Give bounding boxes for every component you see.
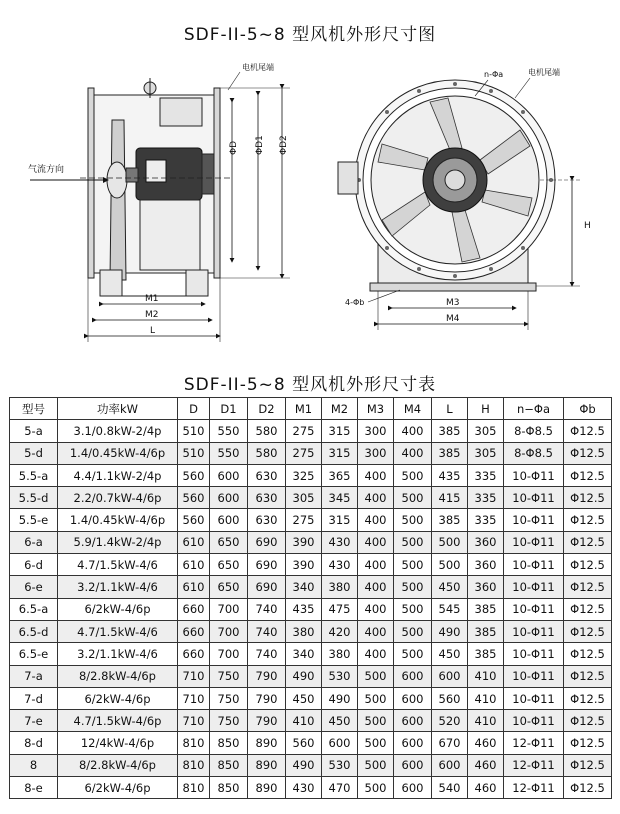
table-cell: 5.5-d	[10, 487, 58, 509]
table-cell: 6.5-a	[10, 598, 58, 620]
table-cell: 300	[358, 420, 394, 442]
table-cell: 510	[178, 442, 210, 464]
table-cell: 6-e	[10, 576, 58, 598]
table-cell: 490	[286, 665, 322, 687]
table-cell: 12-Φ11	[504, 732, 564, 754]
dim-H-label: H	[584, 221, 591, 231]
table-cell: 850	[210, 754, 248, 776]
table-title: SDF-II-5~8 型风机外形尺寸表	[183, 375, 437, 395]
table-cell: 660	[178, 598, 210, 620]
table-cell: 400	[358, 509, 394, 531]
dim-D-label: ΦD	[229, 140, 239, 155]
table-cell: 600	[394, 710, 432, 732]
column-header: M4	[394, 398, 432, 420]
table-cell: 700	[210, 620, 248, 642]
front-view	[338, 78, 580, 330]
table-row	[10, 509, 612, 531]
table-cell: 4.7/1.5kW-4/6p	[58, 710, 178, 732]
table-cell: 490	[322, 687, 358, 709]
table-cell: 650	[210, 554, 248, 576]
table-cell: 385	[468, 643, 504, 665]
table-cell: 8/2.8kW-4/6p	[58, 665, 178, 687]
table-cell: 450	[322, 710, 358, 732]
holes-a-label: n-Φa	[484, 70, 504, 79]
table-cell: 580	[248, 442, 286, 464]
table-cell: Φ12.5	[564, 576, 612, 598]
table-cell: 435	[286, 598, 322, 620]
table-cell: 400	[358, 576, 394, 598]
table-cell: 315	[322, 509, 358, 531]
table-cell: Φ12.5	[564, 442, 612, 464]
table-cell: 470	[322, 777, 358, 799]
table-cell: 460	[468, 754, 504, 776]
table-cell: 810	[178, 777, 210, 799]
table-cell: 500	[394, 509, 432, 531]
table-cell: 305	[468, 420, 504, 442]
table-cell: 1.4/0.45kW-4/6p	[58, 442, 178, 464]
table-cell: 400	[394, 442, 432, 464]
table-cell: 500	[394, 464, 432, 486]
table-cell: 3.1/0.8kW-2/4p	[58, 420, 178, 442]
table-cell: 500	[358, 732, 394, 754]
table-cell: 500	[394, 576, 432, 598]
table-cell: 340	[286, 643, 322, 665]
table-cell: 460	[468, 732, 504, 754]
table-cell: 335	[468, 487, 504, 509]
column-header: D	[178, 398, 210, 420]
table-cell: 700	[210, 598, 248, 620]
table-cell: Φ12.5	[564, 509, 612, 531]
table-cell: 415	[432, 487, 468, 509]
table-cell: 540	[432, 777, 468, 799]
table-cell: 430	[322, 554, 358, 576]
table-cell: 810	[178, 732, 210, 754]
table-cell: 8-Φ8.5	[504, 420, 564, 442]
table-cell: 500	[358, 754, 394, 776]
dimension-table	[9, 397, 612, 799]
table-cell: 600	[394, 777, 432, 799]
table-row	[10, 643, 612, 665]
table-cell: 400	[358, 531, 394, 553]
column-header: 型号	[10, 398, 58, 420]
table-cell: 380	[322, 576, 358, 598]
table-cell: 810	[178, 754, 210, 776]
table-cell: 300	[358, 442, 394, 464]
table-cell: Φ12.5	[564, 643, 612, 665]
drawing-title: SDF-II-5~8 型风机外形尺寸图	[183, 25, 437, 45]
table-cell: 520	[432, 710, 468, 732]
table-cell: 410	[286, 710, 322, 732]
table-cell: 790	[248, 687, 286, 709]
table-cell: Φ12.5	[564, 754, 612, 776]
table-row	[10, 732, 612, 754]
table-cell: Φ12.5	[564, 687, 612, 709]
table-cell: 315	[322, 420, 358, 442]
table-row	[10, 442, 612, 464]
table-cell: Φ12.5	[564, 620, 612, 642]
table-cell: 400	[358, 620, 394, 642]
column-header: Φb	[564, 398, 612, 420]
dim-M4-label: M4	[446, 314, 460, 324]
table-cell: 500	[394, 531, 432, 553]
table-cell: 315	[322, 442, 358, 464]
table-cell: 610	[178, 576, 210, 598]
table-cell: 12/4kW-4/6p	[58, 732, 178, 754]
side-view	[30, 72, 290, 342]
dim-D1-label: ΦD1	[255, 135, 265, 155]
table-cell: 1.4/0.45kW-4/6p	[58, 509, 178, 531]
table-cell: 560	[178, 487, 210, 509]
airflow-label: 气流方向	[28, 165, 65, 175]
table-row	[10, 464, 612, 486]
table-cell: 400	[358, 487, 394, 509]
table-cell: 7-e	[10, 710, 58, 732]
column-header: M3	[358, 398, 394, 420]
table-cell: 650	[210, 576, 248, 598]
column-header: D2	[248, 398, 286, 420]
table-cell: 660	[178, 643, 210, 665]
table-cell: 6/2kW-4/6p	[58, 598, 178, 620]
table-cell: Φ12.5	[564, 710, 612, 732]
table-cell: 6-d	[10, 554, 58, 576]
table-cell: 600	[210, 487, 248, 509]
table-cell: 2.2/0.7kW-4/6p	[58, 487, 178, 509]
table-cell: 8/2.8kW-4/6p	[58, 754, 178, 776]
table-cell: 400	[358, 464, 394, 486]
table-cell: 4.7/1.5kW-4/6	[58, 620, 178, 642]
table-cell: 400	[394, 420, 432, 442]
table-cell: 385	[468, 620, 504, 642]
table-cell: 12-Φ11	[504, 754, 564, 776]
table-cell: 10-Φ11	[504, 554, 564, 576]
table-row	[10, 710, 612, 732]
column-header: L	[432, 398, 468, 420]
side-motor-end-label: 电机尾端	[242, 63, 274, 72]
table-cell: 420	[322, 620, 358, 642]
table-cell: 600	[322, 732, 358, 754]
table-cell: 500	[394, 643, 432, 665]
table-cell: 600	[432, 665, 468, 687]
table-cell: 365	[322, 464, 358, 486]
table-cell: 430	[322, 531, 358, 553]
dim-M1-label: M1	[145, 294, 159, 304]
table-cell: 660	[178, 620, 210, 642]
table-cell: 340	[286, 576, 322, 598]
table-cell: 500	[358, 687, 394, 709]
table-cell: 390	[286, 531, 322, 553]
table-cell: 435	[432, 464, 468, 486]
table-cell: 450	[432, 576, 468, 598]
table-cell: 430	[286, 777, 322, 799]
table-cell: 8-d	[10, 732, 58, 754]
table-cell: 10-Φ11	[504, 620, 564, 642]
table-cell: 890	[248, 777, 286, 799]
table-cell: 10-Φ11	[504, 531, 564, 553]
table-cell: 630	[248, 487, 286, 509]
table-cell: 400	[358, 554, 394, 576]
table-row	[10, 687, 612, 709]
table-cell: 7-d	[10, 687, 58, 709]
table-cell: 510	[178, 420, 210, 442]
dim-D2-label: ΦD2	[279, 135, 289, 155]
table-row	[10, 531, 612, 553]
table-cell: 6.5-d	[10, 620, 58, 642]
table-cell: 6-a	[10, 531, 58, 553]
table-row	[10, 420, 612, 442]
table-cell: 490	[286, 754, 322, 776]
table-row	[10, 554, 612, 576]
column-header: M1	[286, 398, 322, 420]
table-row	[10, 620, 612, 642]
table-cell: 450	[432, 643, 468, 665]
table-cell: 550	[210, 420, 248, 442]
table-cell: 410	[468, 710, 504, 732]
table-cell: 600	[394, 687, 432, 709]
table-row	[10, 665, 612, 687]
table-cell: 4.4/1.1kW-2/4p	[58, 464, 178, 486]
table-cell: 10-Φ11	[504, 487, 564, 509]
table-cell: 10-Φ11	[504, 509, 564, 531]
table-cell: 5.9/1.4kW-2/4p	[58, 531, 178, 553]
column-header: 功率kW	[58, 398, 178, 420]
table-cell: 380	[286, 620, 322, 642]
column-header: M2	[322, 398, 358, 420]
table-cell: 385	[432, 442, 468, 464]
table-cell: 700	[210, 643, 248, 665]
table-cell: 850	[210, 777, 248, 799]
table-cell: Φ12.5	[564, 464, 612, 486]
table-cell: 5-d	[10, 442, 58, 464]
table-cell: 500	[394, 554, 432, 576]
table-cell: 460	[468, 777, 504, 799]
table-cell: 550	[210, 442, 248, 464]
table-cell: 10-Φ11	[504, 643, 564, 665]
table-cell: 600	[210, 509, 248, 531]
table-cell: 560	[178, 464, 210, 486]
table-cell: 710	[178, 665, 210, 687]
table-cell: 790	[248, 710, 286, 732]
table-cell: 275	[286, 442, 322, 464]
table-cell: Φ12.5	[564, 665, 612, 687]
table-cell: 5.5-e	[10, 509, 58, 531]
table-cell: 6.5-e	[10, 643, 58, 665]
table-cell: 400	[358, 643, 394, 665]
table-cell: 360	[468, 554, 504, 576]
table-cell: 790	[248, 665, 286, 687]
table-cell: 610	[178, 531, 210, 553]
table-cell: 710	[178, 687, 210, 709]
table-cell: 750	[210, 665, 248, 687]
table-cell: 710	[178, 710, 210, 732]
table-cell: 360	[468, 531, 504, 553]
table-cell: 690	[248, 531, 286, 553]
table-cell: 475	[322, 598, 358, 620]
table-cell: 385	[432, 509, 468, 531]
table-cell: 580	[248, 420, 286, 442]
table-cell: 500	[432, 554, 468, 576]
column-header: D1	[210, 398, 248, 420]
table-cell: 8-Φ8.5	[504, 442, 564, 464]
table-row	[10, 598, 612, 620]
table-cell: 7-a	[10, 665, 58, 687]
table-cell: 8-e	[10, 777, 58, 799]
table-cell: Φ12.5	[564, 420, 612, 442]
table-row	[10, 576, 612, 598]
dim-L-label: L	[150, 326, 156, 336]
table-cell: 500	[432, 531, 468, 553]
table-cell: 385	[432, 420, 468, 442]
holes-b-label: 4-Φb	[345, 298, 365, 307]
table-cell: 600	[394, 732, 432, 754]
table-cell: 10-Φ11	[504, 598, 564, 620]
table-cell: 10-Φ11	[504, 710, 564, 732]
table-row	[10, 754, 612, 776]
table-cell: 740	[248, 598, 286, 620]
table-cell: 690	[248, 576, 286, 598]
table-cell: 275	[286, 509, 322, 531]
front-motor-end-label: 电机尾端	[528, 68, 560, 77]
table-cell: 630	[248, 464, 286, 486]
table-cell: 335	[468, 464, 504, 486]
table-cell: 750	[210, 687, 248, 709]
table-cell: Φ12.5	[564, 598, 612, 620]
table-row	[10, 487, 612, 509]
table-cell: 600	[432, 754, 468, 776]
table-cell: 385	[468, 598, 504, 620]
table-cell: 600	[210, 464, 248, 486]
table-cell: 410	[468, 687, 504, 709]
table-cell: 750	[210, 710, 248, 732]
table-cell: 560	[178, 509, 210, 531]
table-cell: 6/2kW-4/6p	[58, 687, 178, 709]
column-header: n−Φa	[504, 398, 564, 420]
table-cell: 10-Φ11	[504, 665, 564, 687]
table-cell: 890	[248, 754, 286, 776]
table-cell: 410	[468, 665, 504, 687]
table-cell: 450	[286, 687, 322, 709]
table-cell: 560	[286, 732, 322, 754]
table-cell: 630	[248, 509, 286, 531]
table-cell: 3.2/1.1kW-4/6	[58, 576, 178, 598]
table-cell: 740	[248, 620, 286, 642]
table-cell: 335	[468, 509, 504, 531]
table-cell: Φ12.5	[564, 777, 612, 799]
table-cell: 5-a	[10, 420, 58, 442]
table-cell: 275	[286, 420, 322, 442]
table-cell: 545	[432, 598, 468, 620]
fan-outline-drawing	[0, 50, 620, 350]
table-cell: 8	[10, 754, 58, 776]
table-header-row	[10, 398, 612, 420]
table-cell: 345	[322, 487, 358, 509]
table-cell: 4.7/1.5kW-4/6	[58, 554, 178, 576]
table-cell: 500	[394, 620, 432, 642]
table-cell: 500	[394, 598, 432, 620]
table-cell: 5.5-a	[10, 464, 58, 486]
table-cell: 500	[358, 665, 394, 687]
table-cell: 500	[358, 710, 394, 732]
table-cell: 500	[394, 487, 432, 509]
table-cell: Φ12.5	[564, 487, 612, 509]
table-cell: 610	[178, 554, 210, 576]
dim-M3-label: M3	[446, 298, 460, 308]
table-cell: Φ12.5	[564, 554, 612, 576]
table-cell: 490	[432, 620, 468, 642]
table-cell: 670	[432, 732, 468, 754]
table-cell: 380	[322, 643, 358, 665]
table-cell: 10-Φ11	[504, 576, 564, 598]
table-cell: 305	[468, 442, 504, 464]
table-cell: 530	[322, 665, 358, 687]
table-row	[10, 777, 612, 799]
table-cell: 600	[394, 665, 432, 687]
table-cell: Φ12.5	[564, 732, 612, 754]
table-cell: 305	[286, 487, 322, 509]
table-cell: 360	[468, 576, 504, 598]
table-cell: 850	[210, 732, 248, 754]
table-cell: 890	[248, 732, 286, 754]
table-cell: 10-Φ11	[504, 464, 564, 486]
table-cell: 600	[394, 754, 432, 776]
table-cell: 740	[248, 643, 286, 665]
dim-M2-label: M2	[145, 310, 159, 320]
column-header: H	[468, 398, 504, 420]
table-cell: 390	[286, 554, 322, 576]
table-cell: 530	[322, 754, 358, 776]
table-cell: 650	[210, 531, 248, 553]
table-cell: 325	[286, 464, 322, 486]
table-cell: 12-Φ11	[504, 777, 564, 799]
table-cell: 10-Φ11	[504, 687, 564, 709]
table-cell: 560	[432, 687, 468, 709]
table-cell: 690	[248, 554, 286, 576]
table-cell: Φ12.5	[564, 531, 612, 553]
table-cell: 400	[358, 598, 394, 620]
table-cell: 6/2kW-4/6p	[58, 777, 178, 799]
table-cell: 500	[358, 777, 394, 799]
table-cell: 3.2/1.1kW-4/6	[58, 643, 178, 665]
